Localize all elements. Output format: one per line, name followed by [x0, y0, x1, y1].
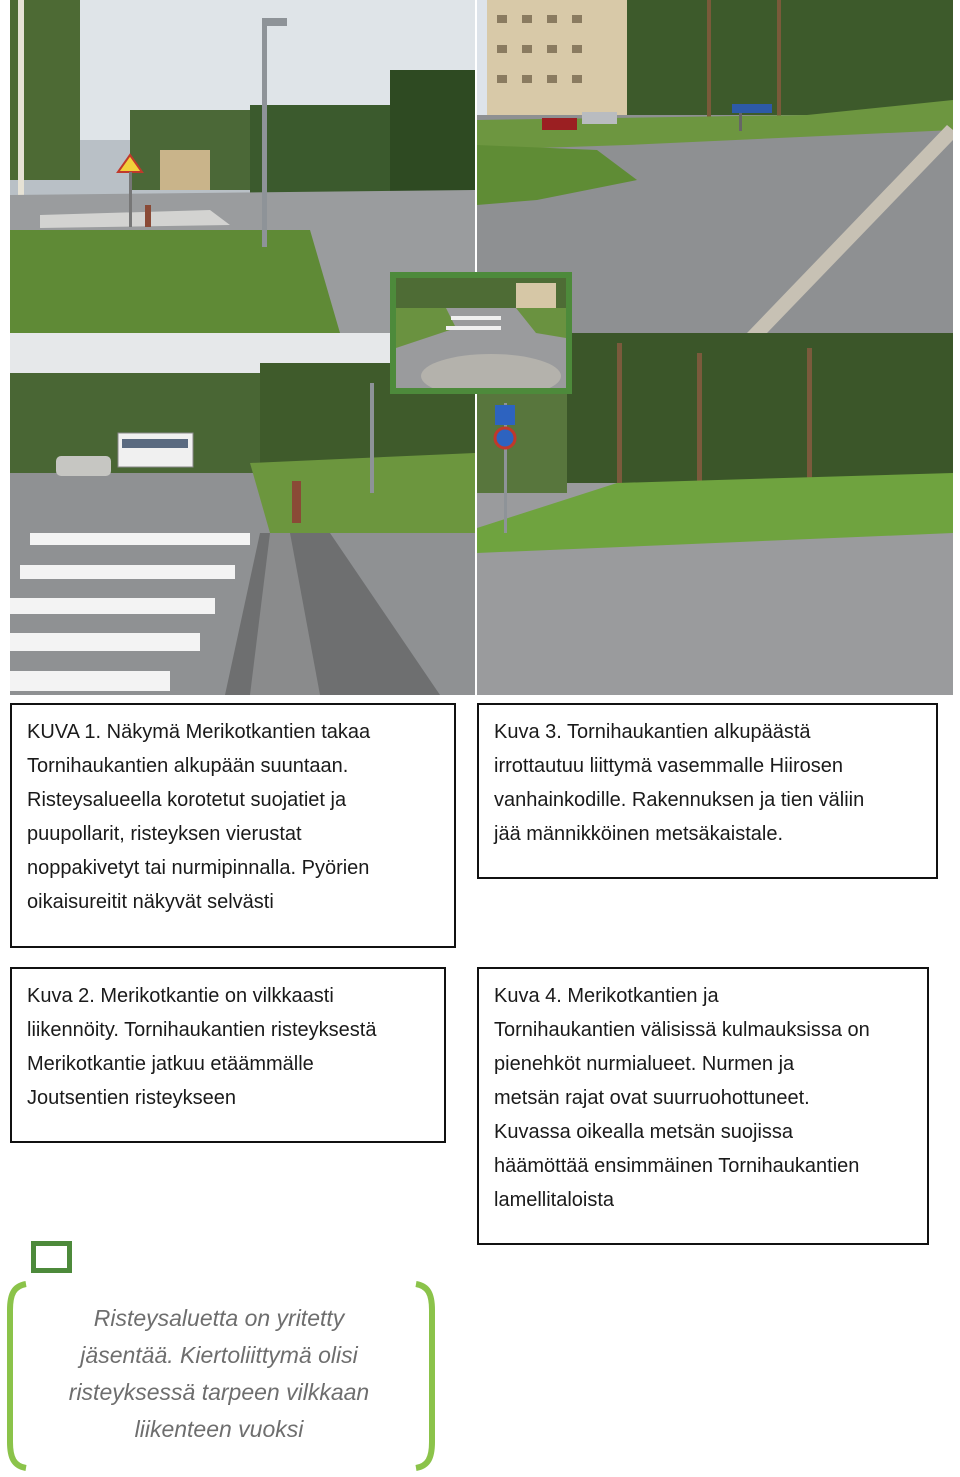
left-bracket-icon: [4, 1280, 30, 1472]
caption-kuva-2: [10, 967, 446, 1143]
caption-line: vanhainkodille. Rakennuksen ja tien väliin: [494, 789, 865, 811]
caption-kuva-3: [477, 703, 938, 879]
inset-photo: [390, 272, 572, 394]
caption-line: Kuva 3. Tornihaukantien alkupäästä: [494, 721, 811, 743]
caption-line: irrottautuu liittymä vasemmalle Hiirosen: [494, 755, 844, 777]
caption-kuva-1: [10, 703, 456, 948]
caption-line: häämöttää ensimmäinen Tornihaukantien: [494, 1155, 860, 1177]
caption-kuva-4: [477, 967, 929, 1245]
caption-line: metsän rajat ovat suurruohottuneet.: [494, 1087, 810, 1109]
caption-line: Kuvassa oikealla metsän suojissa: [494, 1121, 794, 1143]
quote-line: Risteysaluetta on yritetty: [93, 1305, 345, 1331]
right-bracket-icon: [412, 1280, 438, 1472]
caption-line: liikennöity. Tornihaukantien risteyksestä: [27, 1019, 377, 1041]
quote-line: jäsentää. Kiertoliittymä olisi: [80, 1342, 358, 1368]
caption-line: lamellitaloista: [494, 1189, 615, 1211]
caption-line: KUVA 1. Näkymä Merikotkantien takaa: [27, 721, 371, 743]
caption-line: Tornihaukantien alkupään suuntaan.: [27, 755, 349, 777]
caption-line: jää männikköinen metsäkaistale.: [494, 823, 784, 845]
caption-line: Risteysalueella korotetut suojatiet ja: [27, 789, 347, 811]
caption-line: Tornihaukantien välisissä kulmauksissa on: [494, 1019, 870, 1041]
caption-line: Kuva 2. Merikotkantie on vilkkaasti: [27, 985, 334, 1007]
quote-line: risteyksessä tarpeen vilkkaan: [68, 1379, 370, 1405]
caption-line: Kuva 4. Merikotkantien ja: [494, 985, 719, 1007]
caption-line: puupollarit, risteyksen vierustat: [27, 823, 302, 845]
green-square-marker: [31, 1241, 72, 1273]
quote-line: liikenteen vuoksi: [134, 1416, 304, 1442]
pull-quote: [30, 1300, 408, 1448]
caption-line: noppakivetyt tai nurmipinnalla. Pyörien: [27, 857, 370, 879]
caption-line: oikaisureitit näkyvät selvästi: [27, 891, 274, 913]
caption-line: Joutsentien risteykseen: [27, 1087, 237, 1109]
caption-line: pienehköt nurmialueet. Nurmen ja: [494, 1053, 795, 1075]
caption-line: Merikotkantie jatkuu etäämmälle: [27, 1053, 314, 1075]
